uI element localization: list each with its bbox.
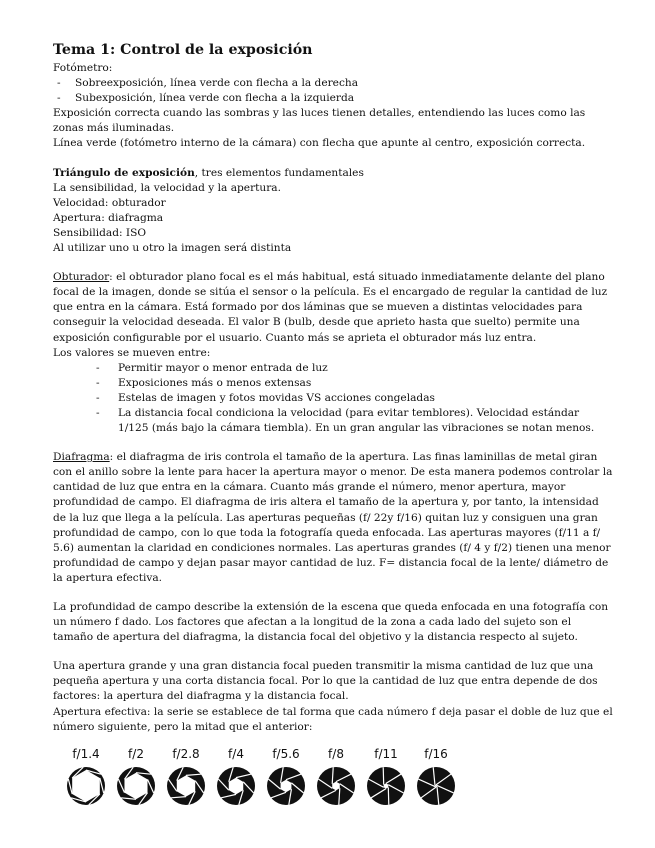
fstop-diagram	[62, 747, 462, 807]
aperture-icon	[416, 766, 456, 806]
page-title: Tema 1: Control de la exposición	[53, 42, 313, 58]
fstop-label: f/11	[374, 747, 398, 761]
fstop-item	[162, 747, 210, 806]
aperture-icon	[116, 766, 156, 806]
paragraph: Velocidad: obturador	[53, 196, 166, 209]
aperture-icon	[66, 766, 106, 806]
fstop-item	[212, 747, 260, 806]
fotometro-list	[53, 76, 613, 106]
triangulo-heading: Triángulo de exposición, tres elementos fundamentales	[53, 166, 364, 179]
fstop-label: f/8	[328, 747, 344, 761]
aperture-icon	[166, 766, 206, 806]
fstop-item	[312, 747, 360, 806]
paragraph: La profundidad de campo describe la extensión de la escena que queda enfocada en una fotografía con un número f dado. Los factores que afectan a la longitud de la zona a cada lado del sujeto son el tamaño de apertura del diafragma, la distancia focal del objetivo y la distancia respecto al sujeto.	[53, 601, 609, 644]
fstop-item	[62, 747, 110, 806]
paragraph: Al utilizar uno u otro la imagen será distinta	[53, 242, 292, 255]
list-item: - Sobreexposición, línea verde con flecha a la derecha	[53, 76, 613, 91]
fstop-item	[412, 747, 460, 806]
list-item: - Subexposición, línea verde con flecha a la izquierda	[53, 91, 613, 106]
list-item: - Estelas de imagen y fotos movidas VS acciones congeladas	[96, 391, 613, 406]
fstop-label: f/4	[228, 747, 244, 761]
list-item: - La distancia focal condiciona la velocidad (para evitar temblores). Velocidad estándar 1/125 (más bajo la cámara tiembla). En un gran angular las vibraciones se notan menos.	[96, 406, 613, 436]
fstop-item	[362, 747, 410, 806]
paragraph: Una apertura grande y una gran distancia focal pueden transmitir la misma cantidad de luz que una pequeña apertura y una corta distancia focal. Por lo que la cantidad de luz que entra depende de dos factores: la apertura del diafragma y la distancia focal.	[53, 660, 598, 703]
list-item: - Permitir mayor o menor entrada de luz	[96, 361, 613, 376]
paragraph: Exposición correcta cuando las sombras y las luces tienen detalles, entendiendo las luces como las zonas más iluminadas.	[53, 107, 586, 135]
section-heading: Triángulo de exposición	[53, 166, 195, 179]
aperture-icon	[216, 766, 256, 806]
aperture-icon	[316, 766, 356, 806]
fstop-label: f/2.8	[172, 747, 200, 761]
paragraph: Sensibilidad: ISO	[53, 226, 147, 239]
paragraph: Los valores se mueven entre:	[53, 346, 211, 359]
fstop-label: f/2	[128, 747, 144, 761]
fstop-item	[262, 747, 310, 806]
list-item: - Exposiciones más o menos extensas	[96, 376, 613, 391]
paragraph: Apertura: diafragma	[53, 211, 164, 224]
aperture-icon	[266, 766, 306, 806]
fotometro-heading: Fotómetro:	[53, 62, 113, 74]
obturador-list	[53, 361, 613, 436]
aperture-icon	[366, 766, 406, 806]
fstop-label: f/16	[424, 747, 448, 761]
diafragma-paragraph: Diafragma: el diafragma de iris controla el tamaño de la apertura. Las finas laminillas de metal giran con el anillo sobre la lente para hacer la apertura mayor o menor. De esta manera podemos controlar la cantidad de luz que entra en la cámara. Cuanto más grande el número, menor apertura, mayor profundidad de campo. El diafragma de iris altera el tamaño de la apertura y, por tanto, la intensidad de la luz que llega a la película. Las aperturas pequeñas (f/ 22y f/16) quitan luz y consiguen una gran profundidad de campo, con lo que toda la fotografía queda enfocada. Las aperturas mayores (f/11 a f/ 5.6) aumentan la claridad en condiciones normales. Las aperturas grandes (f/ 4 y f/2) tienen una menor profundidad de campo y dejan pasar mayor cantidad de luz. F= distancia focal de la lente/ diámetro de la apertura efectiva.	[53, 451, 613, 584]
paragraph: La sensibilidad, la velocidad y la apertura.	[53, 181, 281, 194]
document-page	[53, 40, 613, 735]
obturador-term: Obturador	[53, 271, 110, 284]
diafragma-term: Diafragma	[53, 451, 110, 464]
obturador-paragraph: Obturador: el obturador plano focal es el más habitual, está situado inmediatamente delante del plano focal de la imagen, donde se sitúa el sensor o la película. Es el encargado de regular la cantidad de luz que entra en la cámara. Está formado por dos láminas que se mueven a distintas velocidades para conseguir la velocidad deseada. El valor B (bulb, desde que aprieto hasta que suelto) permite una exposición configurable por el usuario. Cuanto más se aprieta el obturador más luz entra.	[53, 271, 608, 344]
fstop-label: f/5.6	[272, 747, 300, 761]
paragraph: Apertura efectiva: la serie se establece de tal forma que cada número f deja pasar el doble de luz que el número siguiente, pero la mitad que el anterior:	[53, 705, 613, 733]
paragraph: Línea verde (fotómetro interno de la cámara) con flecha que apunte al centro, exposición correcta.	[53, 137, 586, 150]
fstop-item	[112, 747, 160, 806]
fstop-label: f/1.4	[72, 747, 100, 761]
